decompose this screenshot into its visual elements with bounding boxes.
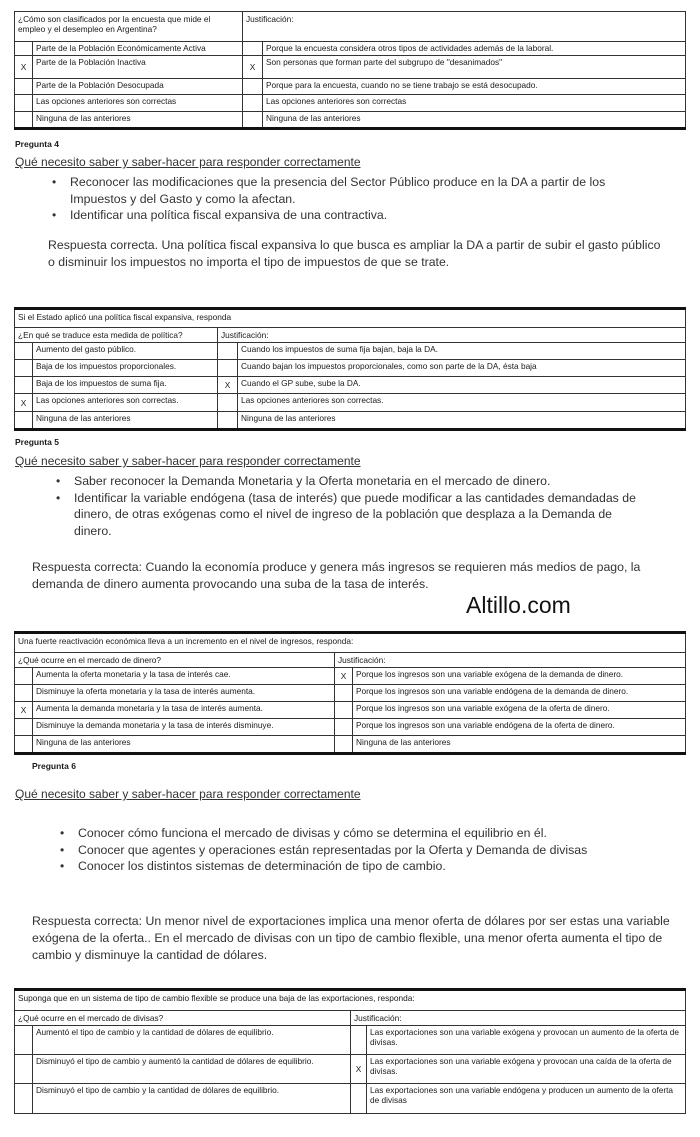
justification-mark xyxy=(243,95,263,112)
justification-mark xyxy=(335,719,353,736)
list-item: • Reconocer las modificaciones que la presencia del Sector Público produce en la DA a partir de los Impuestos y del Gasto y como la afectan. xyxy=(48,174,648,207)
answer-mark xyxy=(15,112,33,129)
option-cell: Disminuye la oferta monetaria y la tasa de interés aumenta. xyxy=(33,685,335,702)
answer-mark xyxy=(15,719,33,736)
option-cell: Disminuyó el tipo de cambio y la cantidad de dólares de equilibrio. xyxy=(33,1084,351,1114)
list-item: • Conocer que agentes y operaciones están representadas por la Oferta y Demanda de divisas xyxy=(56,842,656,859)
question-text: ¿Cómo son clasificados por la encuesta que mide el empleo y el desempleo en Argentina? xyxy=(15,12,243,42)
answer-mark xyxy=(15,360,33,377)
watermark-brand: Altillo.com xyxy=(466,592,571,618)
option-cell: Ninguna de las anteriores xyxy=(33,412,218,430)
justification-mark xyxy=(351,1026,367,1055)
justification-cell: Porque los ingresos son una variable exógena de la oferta de dinero. xyxy=(353,702,686,719)
answer-mark: X xyxy=(15,56,33,79)
question-label: Pregunta 4 xyxy=(15,139,59,149)
justification-cell: Las exportaciones son una variable exógena y provocan un aumento de la oferta de divisas. xyxy=(367,1026,686,1055)
option-cell: Baja de los impuestos de suma fija. xyxy=(33,377,218,394)
justification-header: Justificación: xyxy=(335,653,686,668)
answer-mark xyxy=(15,1055,33,1084)
justification-cell: Cuando los impuestos de suma fija bajan, baja la DA. xyxy=(238,343,686,360)
answer-mark xyxy=(15,412,33,430)
answer-mark xyxy=(15,685,33,702)
justification-header: Justificación: xyxy=(243,12,686,42)
requirements-list xyxy=(52,473,652,539)
justification-mark xyxy=(335,702,353,719)
answer-mark xyxy=(15,1026,33,1055)
justification-cell: Las opciones anteriores son correctas xyxy=(263,95,686,112)
answer-mark xyxy=(15,343,33,360)
justification-mark xyxy=(335,736,353,754)
justification-mark: X xyxy=(218,377,238,394)
justification-header: Justificación: xyxy=(218,328,686,343)
question-text: ¿Qué ocurre en el mercado de dinero? xyxy=(15,653,335,668)
section-heading: Qué necesito saber y saber-hacer para responder correctamente xyxy=(15,454,361,468)
justification-mark: X xyxy=(351,1055,367,1084)
option-cell: Aumentó el tipo de cambio y la cantidad de dólares de equilibrio. xyxy=(33,1026,351,1055)
question-intro: Suponga que en un sistema de tipo de cambio flexible se produce una baja de las exportaciones, responda: xyxy=(15,990,686,1011)
question-text: ¿Qué ocurre en el mercado de divisas? xyxy=(15,1011,351,1026)
justification-mark xyxy=(335,685,353,702)
section-heading: Qué necesito saber y saber-hacer para responder correctamente xyxy=(15,787,361,801)
justification-cell: Porque para la encuesta, cuando no se tiene trabajo se está desocupado. xyxy=(263,79,686,95)
list-item: • Identificar la variable endógena (tasa de interés) que puede modificar a las cantidades demandadas de dinero, de otras exógenas como el nivel de ingreso de la población que desplaza a la Demanda de dinero. xyxy=(52,490,652,540)
justification-cell: Cuando bajan los impuestos proporcionales, como son parte de la DA, ésta baja xyxy=(238,360,686,377)
question-4-table xyxy=(14,307,686,431)
answer-mark xyxy=(15,95,33,112)
justification-mark xyxy=(243,42,263,56)
question-3-table xyxy=(14,11,686,130)
answer-mark xyxy=(15,1084,33,1114)
justification-cell: Porque los ingresos son una variable endógena de la oferta de dinero. xyxy=(353,719,686,736)
justification-cell: Porque los ingresos son una variable exógena de la demanda de dinero. xyxy=(353,668,686,685)
justification-cell: Cuando el GP sube, sube la DA. xyxy=(238,377,686,394)
justification-cell: Ninguna de las anteriores xyxy=(238,412,686,430)
question-5-table xyxy=(14,631,686,755)
justification-mark xyxy=(218,343,238,360)
correct-answer-text: Respuesta correcta. Una política fiscal expansiva lo que busca es ampliar la DA a partir de subir el gasto público o disminuir los impuestos no importa el tipo de impuestos de que se trate. xyxy=(48,238,661,269)
option-cell: Disminuye la demanda monetaria y la tasa de interés disminuye. xyxy=(33,719,335,736)
question-text: ¿En qué se traduce esta medida de política? xyxy=(15,328,218,343)
justification-mark xyxy=(243,79,263,95)
option-cell: Aumento del gasto público. xyxy=(33,343,218,360)
justification-cell: Las opciones anteriores son correctas. xyxy=(238,394,686,412)
question-6-table xyxy=(14,988,686,1114)
justification-cell: Ninguna de las anteriores xyxy=(353,736,686,754)
option-cell: Parte de la Población Inactiva xyxy=(33,56,243,79)
option-cell: Ninguna de las anteriores xyxy=(33,736,335,754)
answer-mark: X xyxy=(15,394,33,412)
question-intro: Una fuerte reactivación económica lleva a un incremento en el nivel de ingresos, responda: xyxy=(15,633,686,653)
correct-answer-text: Respuesta correcta: Un menor nivel de exportaciones implica una menor oferta de dólares por ser estas una variable exógena de la oferta.. En el mercado de divisas con un tipo de cambio flexible, una menor oferta aumenta el tipo de cambio y disminuye la cantidad de dólares. xyxy=(32,914,670,962)
justification-mark: X xyxy=(335,668,353,685)
justification-cell: Las exportaciones son una variable exógena y provocan una caída de la oferta de divisas. xyxy=(367,1055,686,1084)
justification-cell: Ninguna de las anteriores xyxy=(263,112,686,129)
answer-mark xyxy=(15,736,33,754)
justification-mark: X xyxy=(243,56,263,79)
justification-mark xyxy=(218,360,238,377)
correct-answer-text: Respuesta correcta: Cuando la economía produce y genera más ingresos se requieren más medios de pago, la demanda de dinero aumenta provocando una suba de la tasa de interés. xyxy=(32,560,641,591)
answer-mark xyxy=(15,79,33,95)
justification-cell: Porque los ingresos son una variable endógena de la demanda de dinero. xyxy=(353,685,686,702)
answer-mark: X xyxy=(15,702,33,719)
justification-mark xyxy=(218,394,238,412)
answer-mark xyxy=(15,668,33,685)
answer-mark xyxy=(15,42,33,56)
option-cell: Ninguna de las anteriores xyxy=(33,112,243,129)
justification-cell: Las exportaciones son una variable endógena y producen un aumento de la oferta de divisas xyxy=(367,1084,686,1114)
justification-mark xyxy=(218,412,238,430)
list-item: • Identificar una política fiscal expansiva de una contractiva. xyxy=(48,207,648,224)
list-item: • Conocer cómo funciona el mercado de divisas y cómo se determina el equilibrio en él. xyxy=(56,825,656,842)
option-cell: Disminuyó el tipo de cambio y aumentó la cantidad de dólares de equilibrio. xyxy=(33,1055,351,1084)
option-cell: Parte de la Población Económicamente Activa xyxy=(33,42,243,56)
section-heading: Qué necesito saber y saber-hacer para responder correctamente xyxy=(15,155,361,169)
option-cell: Baja de los impuestos proporcionales. xyxy=(33,360,218,377)
justification-mark xyxy=(351,1084,367,1114)
answer-mark xyxy=(15,377,33,394)
justification-header: Justificación: xyxy=(351,1011,686,1026)
option-cell: Aumenta la demanda monetaria y la tasa de interés aumenta. xyxy=(33,702,335,719)
requirements-list xyxy=(48,174,648,224)
option-cell: Aumenta la oferta monetaria y la tasa de interés cae. xyxy=(33,668,335,685)
option-cell: Las opciones anteriores son correctas xyxy=(33,95,243,112)
justification-mark xyxy=(243,112,263,129)
requirements-list xyxy=(56,825,656,875)
option-cell: Parte de la Población Desocupada xyxy=(33,79,243,95)
question-label: Pregunta 6 xyxy=(32,761,76,771)
question-intro: Si el Estado aplicó una política fiscal expansiva, responda xyxy=(15,309,686,328)
option-cell: Las opciones anteriores son correctas. xyxy=(33,394,218,412)
justification-cell: Son personas que forman parte del subgrupo de "desanimados" xyxy=(263,56,686,79)
list-item: • Saber reconocer la Demanda Monetaria y la Oferta monetaria en el mercado de dinero. xyxy=(52,473,652,490)
justification-cell: Porque la encuesta considera otros tipos de actividades además de la laboral. xyxy=(263,42,686,56)
question-label: Pregunta 5 xyxy=(15,437,59,447)
list-item: • Conocer los distintos sistemas de determinación de tipo de cambio. xyxy=(56,858,656,875)
